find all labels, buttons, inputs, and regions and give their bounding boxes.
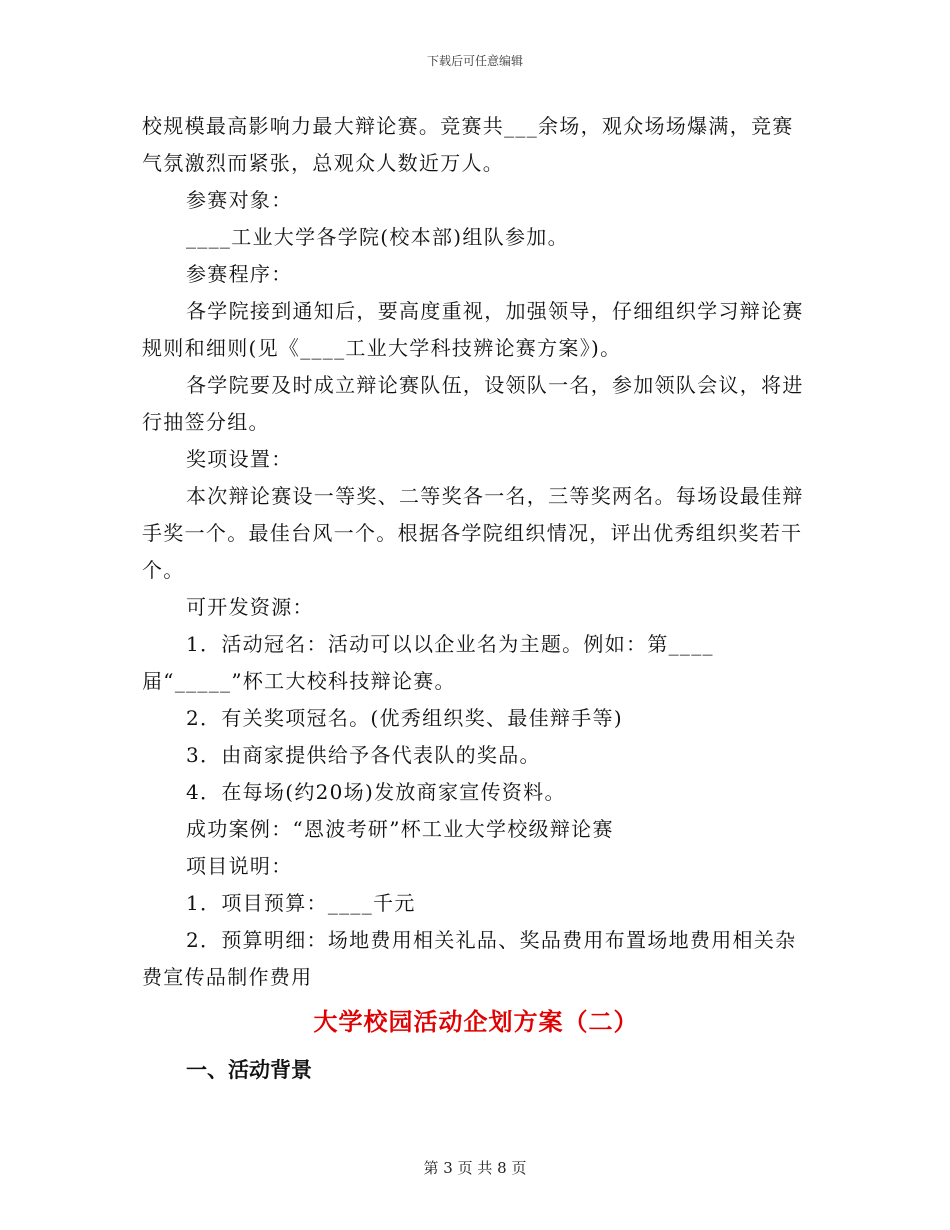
paragraph-budget-detail: 2．预算明细：场地费用相关礼品、奖品费用布置场地费用相关杂费宣传品制作费用 — [142, 928, 797, 989]
paragraph-resource-1: 1．活动冠名：活动可以以企业名为主题。例如：第____届“_____”杯工大校科技辩论赛。 — [142, 632, 714, 693]
paragraph-project-label: 项目说明： — [186, 854, 293, 878]
paragraph-intro: 校规模最高影响力最大辩论赛。竞赛共___余场，观众场场爆满，竞赛气氛激烈而紧张，总观众人数近万人。 — [142, 114, 794, 175]
paragraph-procedure-1: 各学院接到通知后，要高度重视，加强领导，仔细组织学习辩论赛规则和细则(见《____工业大学科技辨论赛方案》)。 — [142, 299, 804, 360]
paragraph-participants: ____工业大学各学院(校本部)组队参加。 — [186, 225, 569, 249]
paragraph-resource-4: 4．在每场(约20场)发放商家宣传资料。 — [186, 780, 566, 804]
paragraph-resources-label: 可开发资源： — [186, 595, 314, 619]
page-header: 下载后可任意编辑 — [426, 54, 523, 68]
document-body — [142, 108, 810, 1090]
paragraph-awards: 本次辩论赛设一等奖、二等奖各一名，三等奖两名。每场设最佳辩手奖一个。最佳台风一个。根据各学院组织情况，评出优秀组织奖若干个。 — [142, 484, 804, 582]
paragraph-budget: 1．项目预算：____千元 — [186, 891, 416, 915]
paragraph-resource-3: 3．由商家提供给予各代表队的奖品。 — [186, 743, 541, 767]
paragraph-resource-2: 2．有关奖项冠名。(优秀组织奖、最佳辩手等) — [186, 706, 623, 730]
section-title: 大学校园活动企划方案（二） — [313, 1008, 639, 1036]
paragraph-success-case: 成功案例：“恩波考研”杯工业大学校级辩论赛 — [186, 817, 614, 841]
paragraph-procedure-label: 参赛程序： — [186, 262, 293, 286]
paragraph-awards-label: 奖项设置： — [186, 447, 293, 471]
section-heading: 一、活动背景 — [186, 1058, 312, 1082]
paragraph-procedure-2: 各学院要及时成立辩论赛队伍，设领队一名，参加领队会议，将进行抽签分组。 — [142, 373, 804, 434]
page-footer: 第 3 页 共 8 页 — [423, 1159, 527, 1177]
paragraph-participants-label: 参赛对象： — [186, 188, 293, 212]
